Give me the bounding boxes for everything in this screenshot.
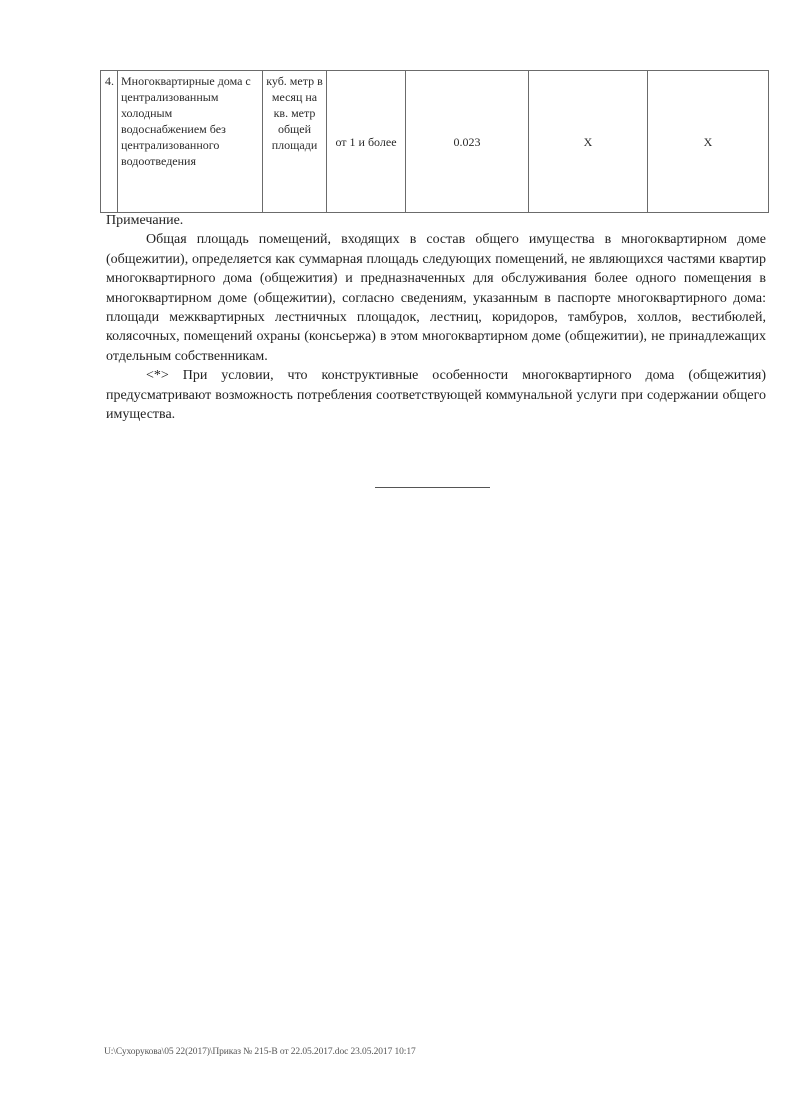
note-paragraph-footnote: <*> При условии, что конструктивные особенности многоквартирного дома (общежития) предусматривают возможность потребления соответствующей коммунальной услуги при содержании общего имущества. (106, 368, 766, 423)
row-number: 4. (101, 71, 118, 213)
note-paragraph-area: Общая площадь помещений, входящих в состав общего имущества в многоквартирном доме (общежитии), определяется как суммарная площадь следующих помещений, не являющихся частями квартир многоквартирного дома (общежития) и предназначенных для обслуживания более одного помещения в многоквартирном доме (общежитии), согласно сведениям, указанным в паспорте многоквартирного дома: площади межквартирных лестничных площадок, лестниц, коридоров, тамбуров, холлов, вестибюлей, колясочных, помещений охраны (консьержа) в этом многоквартирном доме (общежитии), не принадлежащих отдельным собственникам. (106, 232, 766, 364)
note-section (106, 211, 766, 424)
floors-count: от 1 и более (327, 71, 406, 213)
norms-table (100, 70, 769, 213)
note-heading: Примечание. (106, 213, 184, 228)
norm-value: 0.023 (406, 71, 529, 213)
cell-x-2: X (648, 71, 769, 213)
separator-line (375, 487, 490, 488)
cell-x-1: X (529, 71, 648, 213)
footer-file-path: U:\Сухорукова\05 22(2017)\Приказ № 215-В от 22.05.2017.doc 23.05.2017 10:17 (104, 1047, 416, 1057)
unit-of-measure: куб. метр в месяц на кв. метр общей площади (263, 71, 327, 213)
table-row (101, 71, 769, 213)
building-category: Многоквартирные дома с централизованным холодным водоснабжением без централизованного водоотведения (118, 71, 263, 213)
